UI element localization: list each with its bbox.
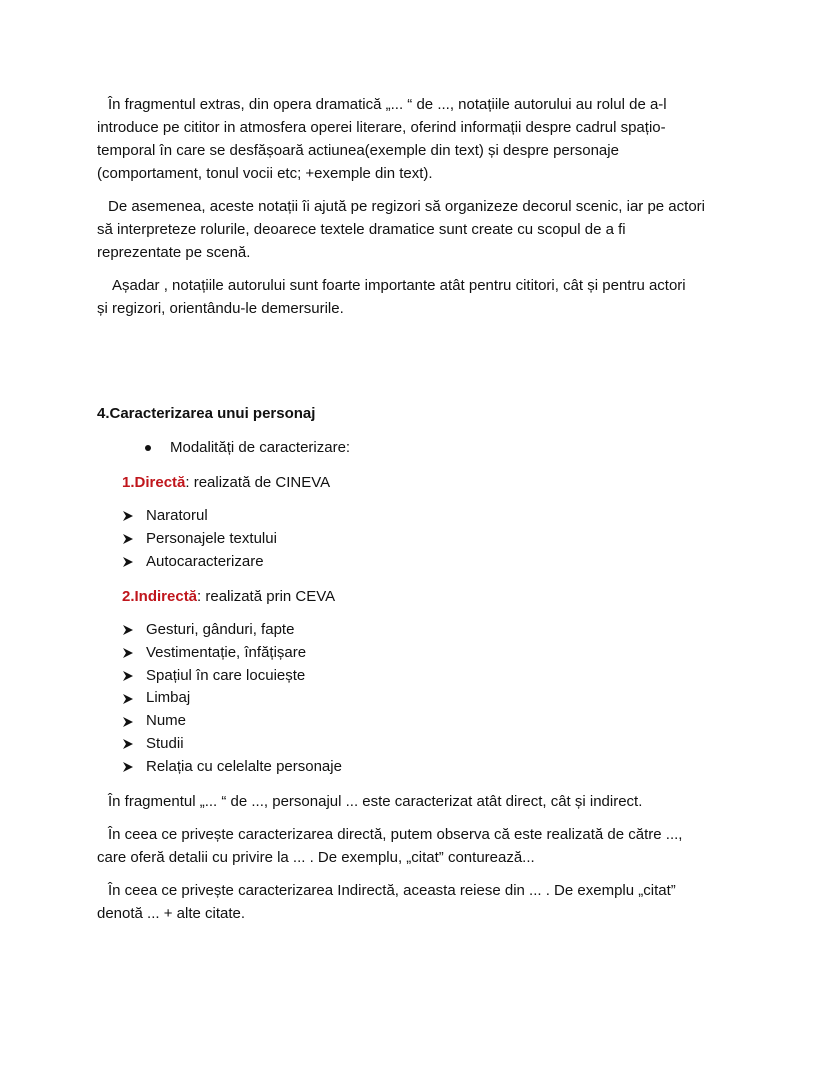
arrowhead-bullet-icon	[122, 670, 134, 682]
conclusion-paragraph-3: În ceea ce privește caracterizarea Indirectă, aceasta reiese din ... . De exemplu „citat” denotă ... + alte citate.	[97, 882, 676, 922]
list-item-text: Limbaj	[146, 689, 191, 707]
direct-heading	[122, 472, 330, 494]
list-item	[122, 551, 277, 574]
list-item-text: Naratorul	[146, 507, 208, 524]
intro-paragraph-3: Așadar , notațiile autorului sunt foarte importante atât pentru cititori, cât și pentru actori și regizori, orientându-le demersurile.	[97, 277, 686, 317]
list-item	[122, 642, 342, 665]
direct-list	[122, 505, 277, 573]
arrowhead-bullet-icon	[122, 647, 134, 659]
list-item	[122, 710, 342, 733]
list-item-text: Vestimentație, înfățișare	[146, 643, 307, 661]
list-item	[122, 505, 277, 528]
list-item-text: Spațiul în care locuiește	[146, 666, 306, 684]
list-item	[122, 528, 277, 551]
bullet-item	[145, 437, 350, 459]
arrowhead-bullet-icon	[122, 556, 134, 568]
conclusion-paragraph-2: În ceea ce privește caracterizarea directă, putem observa că este realizată de către ..., care oferă detalii cu privire la ... . De exemplu, „citat” conturează...	[97, 826, 683, 866]
list-item-text: Autocaracterizare	[146, 552, 264, 570]
list-item	[122, 733, 342, 756]
arrowhead-bullet-icon	[122, 510, 134, 522]
list-item	[122, 665, 342, 688]
list-item-text: Studii	[146, 734, 184, 752]
list-item	[122, 619, 342, 642]
list-item-text: Relația cu celelalte personaje	[146, 757, 342, 775]
arrowhead-bullet-icon	[122, 738, 134, 750]
intro-section	[97, 93, 737, 320]
indirect-label: 2.Indirectă	[122, 588, 198, 605]
arrowhead-bullet-icon	[122, 716, 134, 728]
indirect-list	[122, 619, 342, 779]
indirect-description: : realizată prin CEVA	[197, 588, 336, 605]
intro-paragraph-2: De asemenea, aceste notații îi ajută pe regizori să organizeze decorul scenic, iar pe actori să interpreteze rolurile, deoarece textele dramatice sunt create cu scopul de a fi reprezentate pe scenă.	[97, 198, 705, 261]
section-heading: 4.Caracterizarea unui personaj	[97, 405, 316, 422]
intro-paragraph-1: În fragmentul extras, din opera dramatică „... “ de ..., notațiile autorului au rolul de a-l introduce pe cititor in atmosfera operei literare, oferind informații despre cadrul spațio- temporal în care se desfășoară actiunea(exemple din text) și despre personaje (comportament, tonul vocii etc; +exemple din text).	[97, 96, 667, 182]
arrowhead-bullet-icon	[122, 761, 134, 773]
list-item	[122, 687, 342, 710]
direct-description: : realizată de CINEVA	[185, 474, 331, 491]
bullet-dot-icon	[145, 445, 151, 451]
indirect-heading	[122, 586, 335, 608]
list-item-text: Nume	[146, 712, 187, 730]
arrowhead-bullet-icon	[122, 693, 134, 705]
list-item	[122, 756, 342, 779]
arrowhead-bullet-icon	[122, 624, 134, 636]
bullet-text: Modalități de caracterizare:	[170, 439, 351, 456]
arrowhead-bullet-icon	[122, 533, 134, 545]
conclusion-section	[97, 790, 737, 925]
direct-label: 1.Directă	[122, 474, 186, 491]
conclusion-paragraph-1: În fragmentul „... “ de ..., personajul ... este caracterizat atât direct, cât și indirect.	[108, 793, 643, 810]
list-item-text: Personajele textului	[146, 529, 277, 547]
list-item-text: Gesturi, gânduri, fapte	[146, 621, 295, 638]
